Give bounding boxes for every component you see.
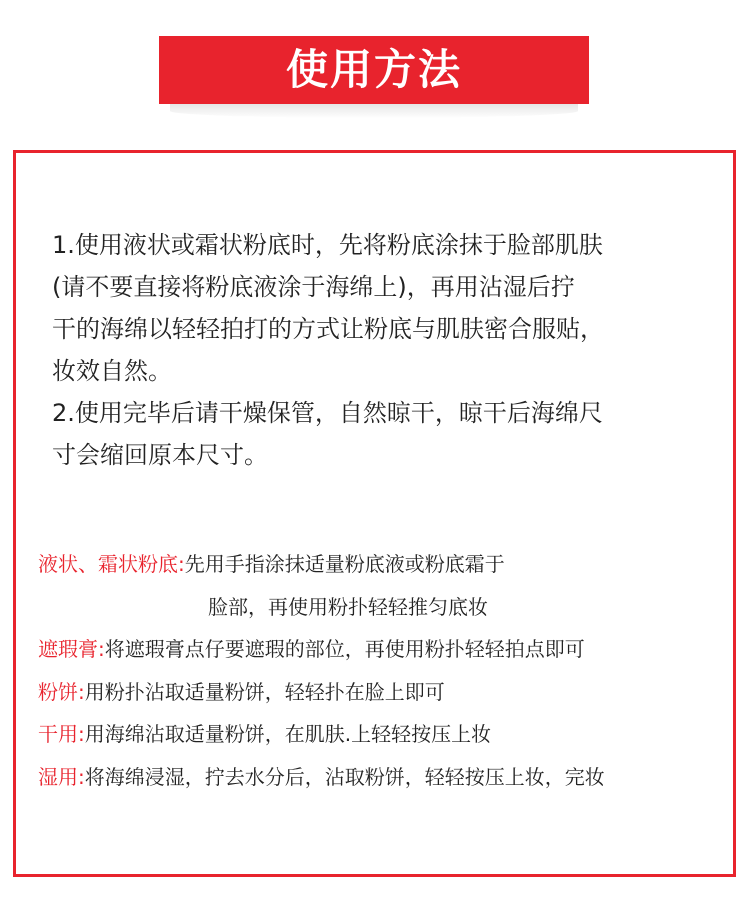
tip-wet-use — [38, 756, 728, 799]
tip-text: 用粉扑沾取适量粉饼，轻轻扑在脸上即可 — [84, 679, 445, 704]
instruction-line: 干的海绵以轻轻拍打的方式让粉底与肌肤密合服贴， — [52, 315, 604, 343]
tip-text: 将遮瑕膏点仔要遮瑕的部位，再使用粉扑轻轻拍点即可 — [104, 637, 585, 661]
instruction-line: (请不要直接将粉底液涂于海绵上)，再用沾湿后拧 — [52, 273, 575, 301]
tip-liquid-cream-foundation-continued — [38, 586, 728, 629]
tip-text: 用海绵沾取适量粉饼，在肌肤.上轻轻按压上妆 — [84, 722, 492, 746]
tip-liquid-cream-foundation — [38, 543, 728, 586]
tip-label: 湿用: — [38, 764, 85, 789]
usage-instructions — [52, 224, 712, 476]
tip-label: 干用: — [38, 722, 85, 746]
page-title-banner — [159, 36, 589, 104]
tip-label: 粉饼: — [38, 679, 85, 704]
tip-pressed-powder — [38, 671, 728, 714]
tip-concealer — [38, 628, 728, 671]
tip-label: 遮瑕膏: — [38, 637, 105, 661]
product-tips — [38, 543, 728, 798]
instruction-line: 寸会缩回原本尺寸。 — [52, 441, 268, 469]
instruction-line: 妆效自然。 — [52, 357, 172, 385]
banner-shadow — [170, 104, 578, 118]
page-title: 使用方法 — [285, 45, 462, 94]
tip-text: 先用手指涂抹适量粉底液或粉底霜于 — [184, 552, 505, 576]
tip-text: 脸部，再使用粉扑轻轻推匀底妆 — [208, 594, 488, 619]
tip-text: 将海绵浸湿，拧去水分后，沾取粉饼，轻轻按压上妆，完妆 — [84, 764, 605, 789]
tip-label: 液状、霜状粉底: — [38, 552, 185, 576]
instruction-line: 2.使用完毕后请干燥保管，自然晾干，晾干后海绵尺 — [52, 399, 603, 427]
tip-dry-use — [38, 713, 728, 756]
instruction-line: 1.使用液状或霜状粉底时，先将粉底涂抹于脸部肌肤 — [52, 231, 603, 259]
